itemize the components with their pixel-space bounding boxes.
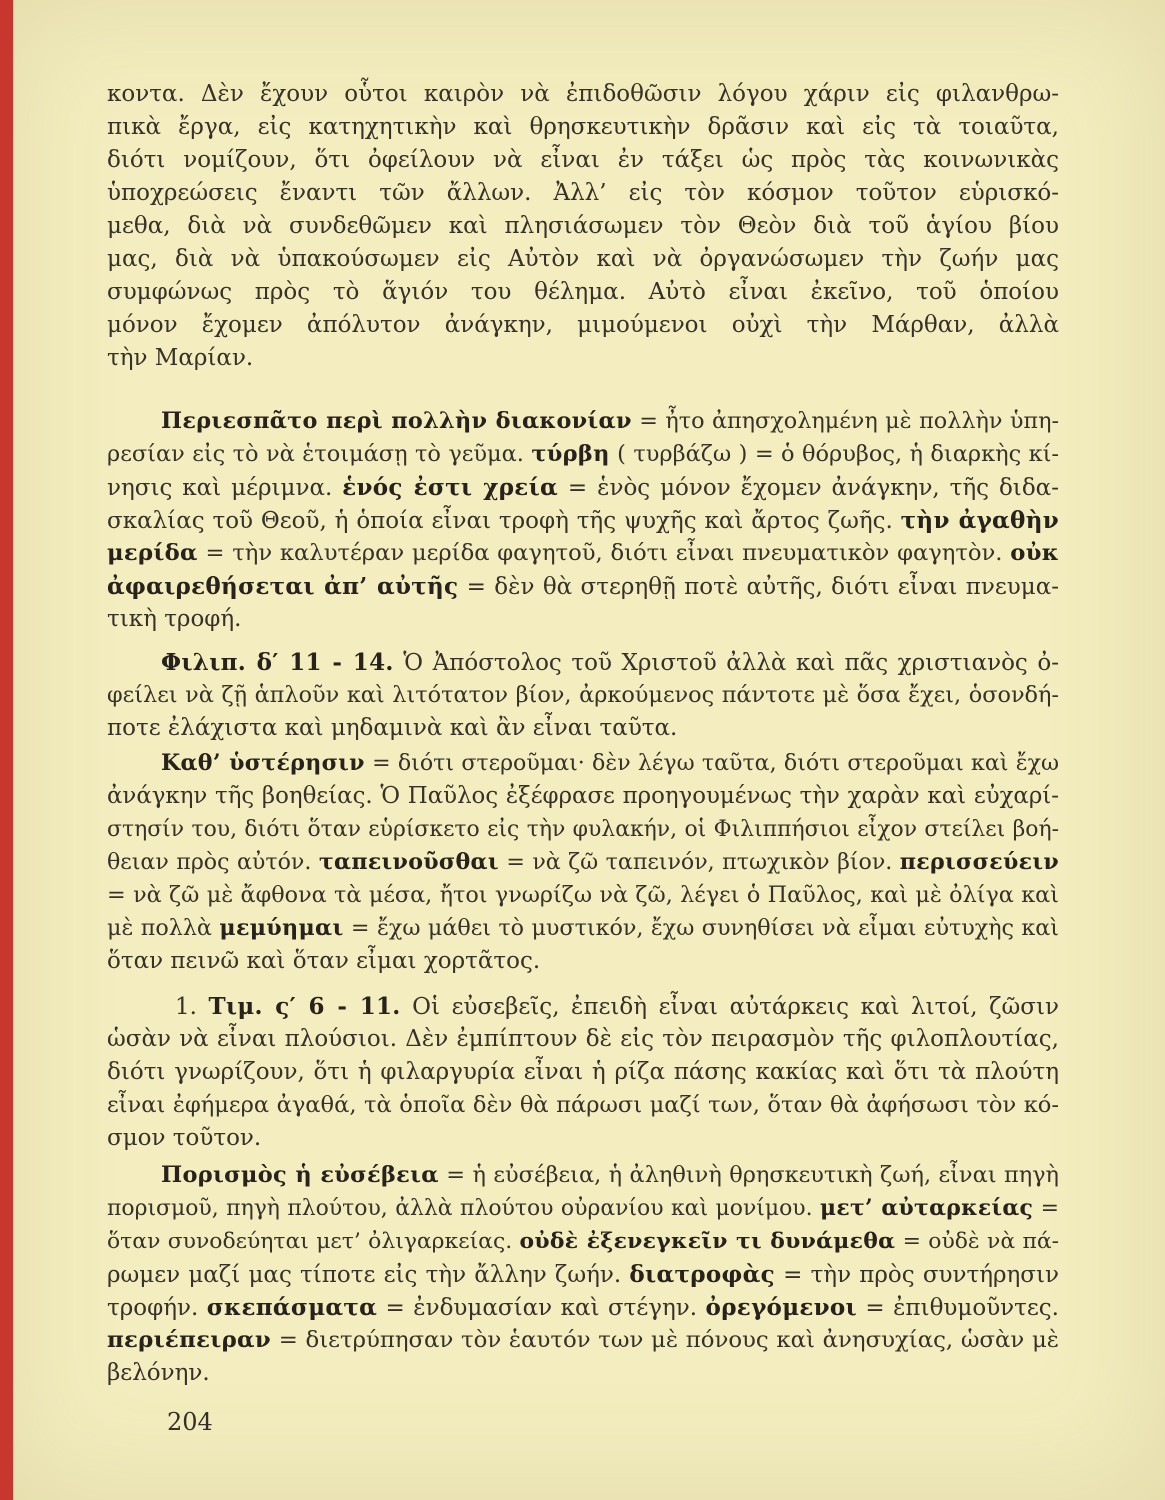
text-run: ἀνάγκην τῆς βοηθείας. Ὁ Παῦλος ἐξέφρασε προηγουμένως τὴν χαρὰν καὶ εὐχαρί- [107, 783, 1059, 809]
text-run: θειαν πρὸς αὐτόν. [107, 849, 319, 875]
text-run: διότι γνωρίζουν, ὅτι ἡ φιλαργυρία εἶναι ἡ ρίζα πάσης κακίας καὶ ὅτι τὰ πλούτη [107, 1059, 1059, 1085]
text-line [107, 1056, 1059, 1089]
paragraph [107, 405, 1059, 636]
bold-term: Καθ’ ὑστέρησιν [161, 750, 365, 776]
text-line [107, 210, 1059, 243]
text-line [107, 990, 1059, 1023]
text-run: Ὁ Ἀπόστολος τοῦ Χριστοῦ ἀλλὰ καὶ πᾶς χριστιανὸς ὀ- [393, 650, 1060, 676]
text-run: διότι νομίζουν, ὅτι ὀφείλουν νὰ εἶναι ἐν τάξει ὡς πρὸς τὰς κοινωνικὰς [107, 147, 1059, 173]
text-run: πορισμοῦ, πηγὴ πλούτου, ἀλλὰ πλούτου οὐρανίου καὶ μονίμου. [107, 1196, 821, 1221]
text-run: = ἦτο ἀπησχολημένη μὲ πολλὴν ὑπη- [631, 408, 1059, 434]
text-run: = ἐνδυμασίαν καὶ στέγην. [377, 1295, 706, 1321]
text-run: ( τυρβάζω ) = ὁ θόρυβος, ἡ διαρκὴς κί- [609, 441, 1059, 467]
bold-term: Φιλιπ. δ′ 11 - 14. [161, 649, 394, 676]
text-run: σκαλίας τοῦ Θεοῦ, ἡ ὁποία εἶναι τροφὴ τῆς ψυχῆς καὶ ἄρτος ζωῆς. [107, 508, 901, 534]
text-line [107, 537, 1059, 570]
text-line [107, 1192, 1059, 1225]
text-run: ὅταν συνοδεύηται μετ’ ὀλιγαρκείας. [107, 1229, 520, 1254]
text-line [107, 646, 1059, 679]
text-run: = οὐδὲ νὰ πά- [895, 1229, 1060, 1254]
text-line [107, 342, 1059, 375]
text-run: σμον τοῦτον. [107, 1125, 262, 1151]
text-run: = ἑνὸς μόνον ἔχομεν ἀνάγκην, τῆς διδα- [558, 475, 1059, 501]
text-run: μόνον ἔχομεν ἀπόλυτον ἀνάγκην, μιμούμενοι οὐχὶ τὴν Μάρθαν, ἀλλὰ [107, 312, 1059, 338]
text-run: τροφήν. [107, 1295, 207, 1321]
text-run: = νὰ ζῶ ταπεινόν, πτωχικὸν βίον. [498, 849, 900, 875]
text-run: μεθα, διὰ νὰ συνδεθῶμεν καὶ πλησιάσωμεν τὸν Θεὸν διὰ τοῦ ἁγίου βίου [107, 213, 1059, 239]
book-edge-stripe [0, 0, 13, 1500]
text-run: = δὲν θὰ στερηθῇ ποτὲ αὐτῆς, διότι εἶναι πνευμα- [458, 574, 1059, 600]
text-line [107, 471, 1059, 504]
text-run: = ἔχω μάθει τὸ μυστικόν, ἔχω συνηθίσει νὰ εἶμαι εὐτυχὴς καὶ [343, 915, 1059, 941]
text-run: φείλει νὰ ζῇ ἁπλοῦν καὶ λιτότατον βίον, ἀρκούμενος πάντοτε μὲ ὅσα ἔχει, ὁσονδή- [107, 682, 1059, 708]
bold-term: τὴν ἀγαθὴν [900, 507, 1059, 534]
bold-term: τύρβη [531, 441, 610, 467]
text-run: εἶναι ἐφήμερα ἀγαθά, τὰ ὁποῖα δὲν θὰ πάρωσι μαζί των, ὅταν θὰ ἀφήσωσι τὸν κό- [107, 1092, 1059, 1118]
text-run: = νὰ ζῶ μὲ ἄφθονα τὰ μέσα, ἤτοι γνωρίζω νὰ ζῶ, λέγει ὁ Παῦλος, καὶ μὲ ὀλίγα καὶ [107, 882, 1059, 908]
text-run: ὅταν πεινῶ καὶ ὅταν εἶμαι χορτᾶτος. [107, 948, 541, 974]
text-line [107, 603, 1059, 636]
text-line [107, 570, 1059, 603]
text-line [107, 276, 1059, 309]
text-line [107, 712, 1059, 745]
text-line [107, 912, 1059, 945]
text-run: στησίν του, διότι ὅταν εὑρίσκετο εἰς τὴν φυλακήν, οἱ Φιλιππήσιοι εἶχον στείλει βοή- [107, 817, 1059, 842]
paragraph [107, 990, 1059, 1155]
text-line [107, 111, 1059, 144]
text-run: = διότι στεροῦμαι· δὲν λέγω ταῦτα, διότι στεροῦμαι καὶ ἔχω [364, 750, 1059, 776]
bold-term: Πορισμὸς ἡ εὐσέβεια [161, 1162, 439, 1188]
text-line [107, 1089, 1059, 1122]
text-line [107, 405, 1059, 438]
text-run: νησις καὶ μέριμνα. [107, 475, 343, 501]
text-line [107, 309, 1059, 342]
text-line [107, 144, 1059, 177]
text-line [107, 780, 1059, 813]
paragraph [107, 747, 1059, 978]
paragraph [107, 646, 1059, 745]
text-run: ὡσὰν νὰ εἶναι πλούσιοι. Δὲν ἐμπίπτουν δὲ εἰς τὸν πειρασμὸν τῆς φιλοπλουτίας, [107, 1026, 1059, 1052]
paragraph [107, 78, 1059, 375]
text-line [107, 243, 1059, 276]
text-run: πικὰ ἔργα, εἰς κατηχητικὴν καὶ θρησκευτικὴν δρᾶσιν καὶ εἰς τὰ τοιαῦτα, [107, 114, 1059, 140]
text-line [107, 1023, 1059, 1056]
text-line [107, 1258, 1059, 1291]
text-run: 1. [175, 994, 209, 1020]
text-line [107, 1122, 1059, 1155]
bold-term: περισσεύειν [899, 849, 1059, 875]
text-run: ρωμεν μαζί μας τίποτε εἰς τὴν ἄλλην ζωήν. [107, 1262, 630, 1288]
text-run: = διετρύπησαν τὸν ἑαυτόν των μὲ πόνους καὶ ἀνησυχίας, ὡσὰν μὲ [271, 1327, 1059, 1353]
bold-term: ὀρεγόμενοι [705, 1294, 857, 1321]
text-run: ρεσίαν εἰς τὸ νὰ ἑτοιμάσῃ τὸ γεῦμα. [107, 441, 532, 467]
text-run: τὴν Μαρίαν. [107, 345, 254, 371]
text-run: ὑποχρεώσεις ἔναντι τῶν ἄλλων. Ἀλλ’ εἰς τὸν κόσμον τοῦτον εὑρισκό- [107, 180, 1059, 206]
bold-term: ἀφαιρεθήσεται ἀπ’ αὐτῆς [107, 573, 459, 600]
text-line [107, 879, 1059, 912]
text-line [107, 1159, 1059, 1192]
bold-term: διατροφὰς [629, 1261, 775, 1288]
bold-term: μεμύημαι [219, 915, 344, 941]
bold-term: ταπεινοῦσθαι [318, 849, 499, 875]
text-line [107, 747, 1059, 780]
bold-term: οὐκ [1010, 540, 1059, 566]
text-line [107, 177, 1059, 210]
text-line [107, 813, 1059, 846]
bold-term: περιέπειραν [107, 1327, 271, 1353]
text-line [107, 78, 1059, 111]
bold-term: μετ’ αὐταρκείας [820, 1195, 1034, 1221]
text-line [107, 438, 1059, 471]
text-line [107, 504, 1059, 537]
text-line [107, 679, 1059, 712]
text-run: = ἡ εὐσέβεια, ἡ ἀληθινὴ θρησκευτικὴ ζωή, εἶναι πηγὴ [438, 1162, 1059, 1188]
text-run: κοντα. Δὲν ἔχουν οὗτοι καιρὸν νὰ ἐπιδοθῶσιν λόγου χάριν εἰς φιλανθρω- [107, 81, 1059, 107]
bold-term: Τιμ. ς′ 6 - 11. [208, 993, 401, 1020]
text-run: Οἱ εὐσεβεῖς, ἐπειδὴ εἶναι αὐτάρκεις καὶ λιτοί, ζῶσιν [400, 994, 1059, 1020]
text-run: ποτε ἐλάχιστα καὶ μηδαμινὰ καὶ ἂν εἶναι ταῦτα. [107, 715, 678, 741]
bold-term: σκεπάσματα [206, 1294, 378, 1321]
text-line [107, 1225, 1059, 1258]
text-run: = τὴν καλυτέραν μερίδα φαγητοῦ, διότι εἶναι πνευματικὸν φαγητὸν. [197, 540, 1011, 566]
text-line [107, 1357, 1059, 1390]
text-run: μας, διὰ νὰ ὑπακούσωμεν εἰς Αὐτὸν καὶ νὰ ὀργανώσωμεν τὴν ζωήν μας [107, 246, 1059, 272]
text-line [107, 846, 1059, 879]
text-line [107, 1324, 1059, 1357]
text-run: = [1033, 1196, 1059, 1221]
text-line [107, 1291, 1059, 1324]
text-run: συμφώνως πρὸς τὸ ἅγιόν του θέλημα. Αὐτὸ εἶναι ἐκεῖνο, τοῦ ὁποίου [107, 279, 1059, 305]
bold-term: οὐδὲ ἐξενεγκεῖν τι δυνάμεθα [519, 1228, 896, 1254]
text-run: = τὴν πρὸς συντήρησιν [774, 1262, 1059, 1288]
text-line [107, 945, 1059, 978]
page-number: 204 [167, 1408, 213, 1436]
text-run: = ἐπιθυμοῦντες. [856, 1295, 1059, 1321]
text-run: τικὴ τροφή. [107, 606, 242, 632]
bold-term: Περιεσπᾶτο περὶ πολλὴν διακονίαν [161, 408, 632, 434]
text-run: βελόνην. [107, 1360, 210, 1386]
page-text [107, 78, 1059, 1439]
bold-term: ἑνός ἐστι χρεία [342, 474, 559, 501]
paragraph [107, 1159, 1059, 1390]
text-run: μὲ πολλὰ [107, 915, 220, 941]
bold-term: μερίδα [107, 540, 198, 566]
